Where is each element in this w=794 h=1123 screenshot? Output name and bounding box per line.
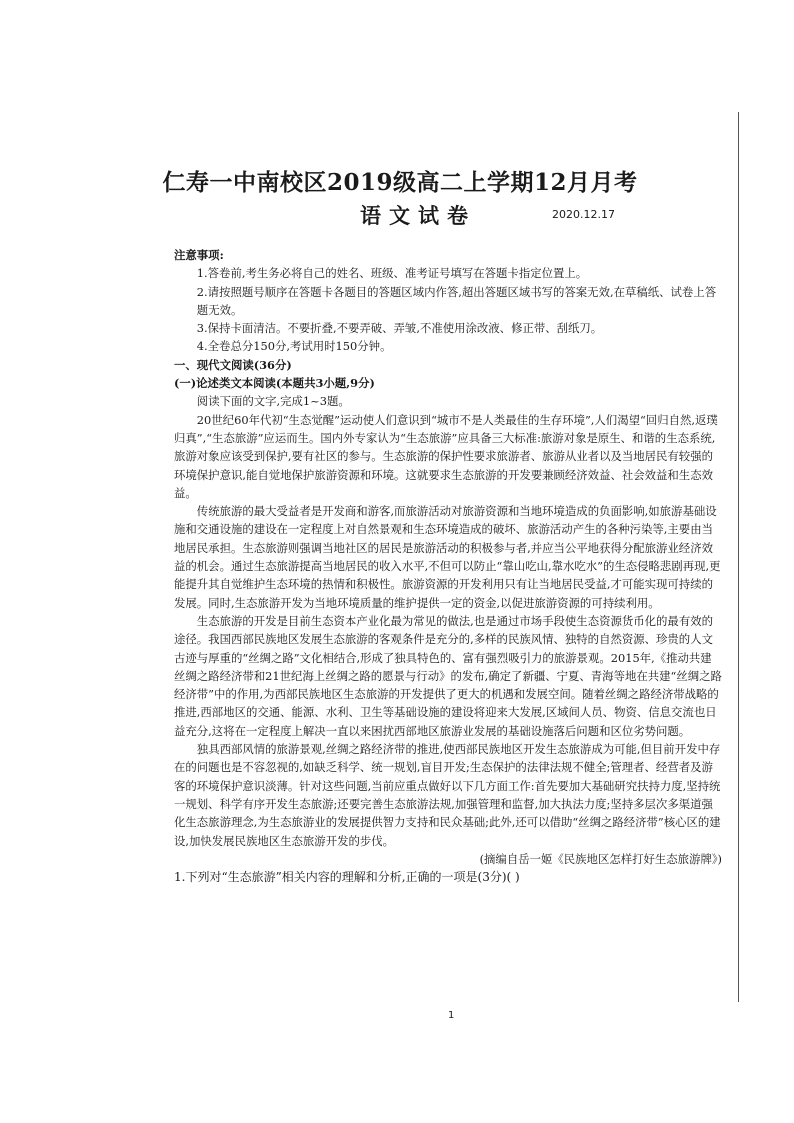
passage-source: (摘编自岳一姬《民族地区怎样打好生态旅游牌》) <box>479 851 722 866</box>
exam-date: 2020.12.17 <box>552 208 615 221</box>
question-1: 1.下列对“生态旅游”相关内容的理解和分析,正确的一项是(3分)( ) <box>174 870 520 885</box>
note-item-1: 1.答卷前,考生务必将自己的姓名、班级、准考证号填写在答题卡指定位置上。 <box>196 266 588 281</box>
note-item-2: 2.请按照题号顺序在答题卡各题目的答题区域内作答,超出答题区域书写的答案无效,在草稿纸、试卷上答题无效。 <box>196 284 717 317</box>
reading-instruction: 阅读下面的文字,完成1~3题。 <box>196 394 350 409</box>
notes-heading: 注意事项: <box>174 248 224 262</box>
subsection-heading: (一)论述类文本阅读(本题共3小题,9分) <box>174 376 375 391</box>
passage-paragraph-4: 独具西部风情的旅游景观,丝绸之路经济带的推进,使西部民族地区开发生态旅游成为可能,但目前开发中存在的问题也是不容忽视的,如缺乏科学、统一规划,盲目开发;生态保护的法律法规不健全;管理者、经营者及游客的环境保护意识淡薄。针对这些问题,当前应重点做好以下几方面工作:首先要加大基础研究扶持力度,坚持统一规划、科学有序开发生态旅游;还要完善生态旅游法规,加强管理和监督,加大执法力度;坚持多层次多渠道强化生态旅游理念,为生态旅游业的发展提供智力支持和民众基础;此外,还可以借助“丝绸之路经济带”核心区的建设,加快发展民族地区生态旅游开发的步伐。 <box>174 742 721 848</box>
note-item-3: 3.保持卡面清洁。不要折叠,不要弄破、弄皱,不准使用涂改液、修正带、刮纸刀。 <box>196 321 603 336</box>
margin-rule <box>738 112 739 1002</box>
passage-paragraph-2: 传统旅游的最大受益者是开发商和游客,而旅游活动对旅游资源和当地环境造成的负面影响,如旅游基础设施和交通设施的建设在一定程度上对自然景观和生态环境造成的破坏、旅游活动产生的各种污染等,主要由当地居民承担。生态旅游则强调当地社区的居民是旅游活动的积极参与者,并应当公平地获得分配旅游业经济效益的机会。通过生态旅游提高当地居民的收入水平,不但可以防止“靠山吃山,靠水吃水”的生态侵略悲剧再现,更能提升其自觉维护生态环境的热情和积极性。旅游资源的开发利用只有让当地居民受益,才可能实现可持续的发展。同时,生态旅游开发为当地环境质量的维护提供一定的资金,以促进旅游资源的可持续利用。 <box>174 504 721 610</box>
passage-paragraph-1: 20世纪60年代初“生态觉醒”运动使人们意识到“城市不是人类最佳的生存环境”,人们渴望“回归自然,返璞归真”,“生态旅游”应运而生。国内外专家认为“生态旅游”应具备三大标准:旅游对象是原生、和谐的生态系统,旅游对象应该受到保护,要有社区的参与。生态旅游的保护性要求旅游者、旅游从业者以及当地居民有较强的环境保护意识,能自觉地保护旅游资源和环境。这就要求生态旅游的开发要兼顾经济效益、社会效益和生态效益。 <box>174 412 718 500</box>
exam-title: 仁寿一中南校区2019级高二上学期12月月考 <box>162 169 638 196</box>
exam-content <box>174 246 722 886</box>
section-heading: 一、现代文阅读(36分) <box>174 357 292 372</box>
passage-paragraph-3: 生态旅游的开发是目前生态资本产业化最为常见的做法,也是通过市场手段使生态资源货币化的最有效的途径。我国西部民族地区发展生态旅游的客观条件是充分的,多样的民族风情、独特的自然资源、珍贵的人文古迹与厚重的“丝绸之路”文化相结合,形成了独具特色的、富有强烈吸引力的旅游景观。2015年,《推动共建丝绸之路经济带和21世纪海上丝绸之路的愿景与行动》的发布,确定了新疆、宁夏、青海等地在共建“丝绸之路经济带”中的作用,为西部民族地区生态旅游的开发提供了更大的机遇和发展空间。随着丝绸之路经济带战略的推进,西部地区的交通、能源、水利、卫生等基础设施的建设将迎来大发展,区域间人员、物资、信息交流也日益充分,这将在一定程度上解决一直以来困扰西部地区旅游业发展的基础设施落后问题和区位劣势问题。 <box>174 613 722 738</box>
page-number: 1 <box>448 1010 455 1021</box>
exam-subtitle: 语文试卷 <box>360 203 476 228</box>
note-item-4: 4.全卷总分150分,考试用时150分钟。 <box>196 339 392 354</box>
